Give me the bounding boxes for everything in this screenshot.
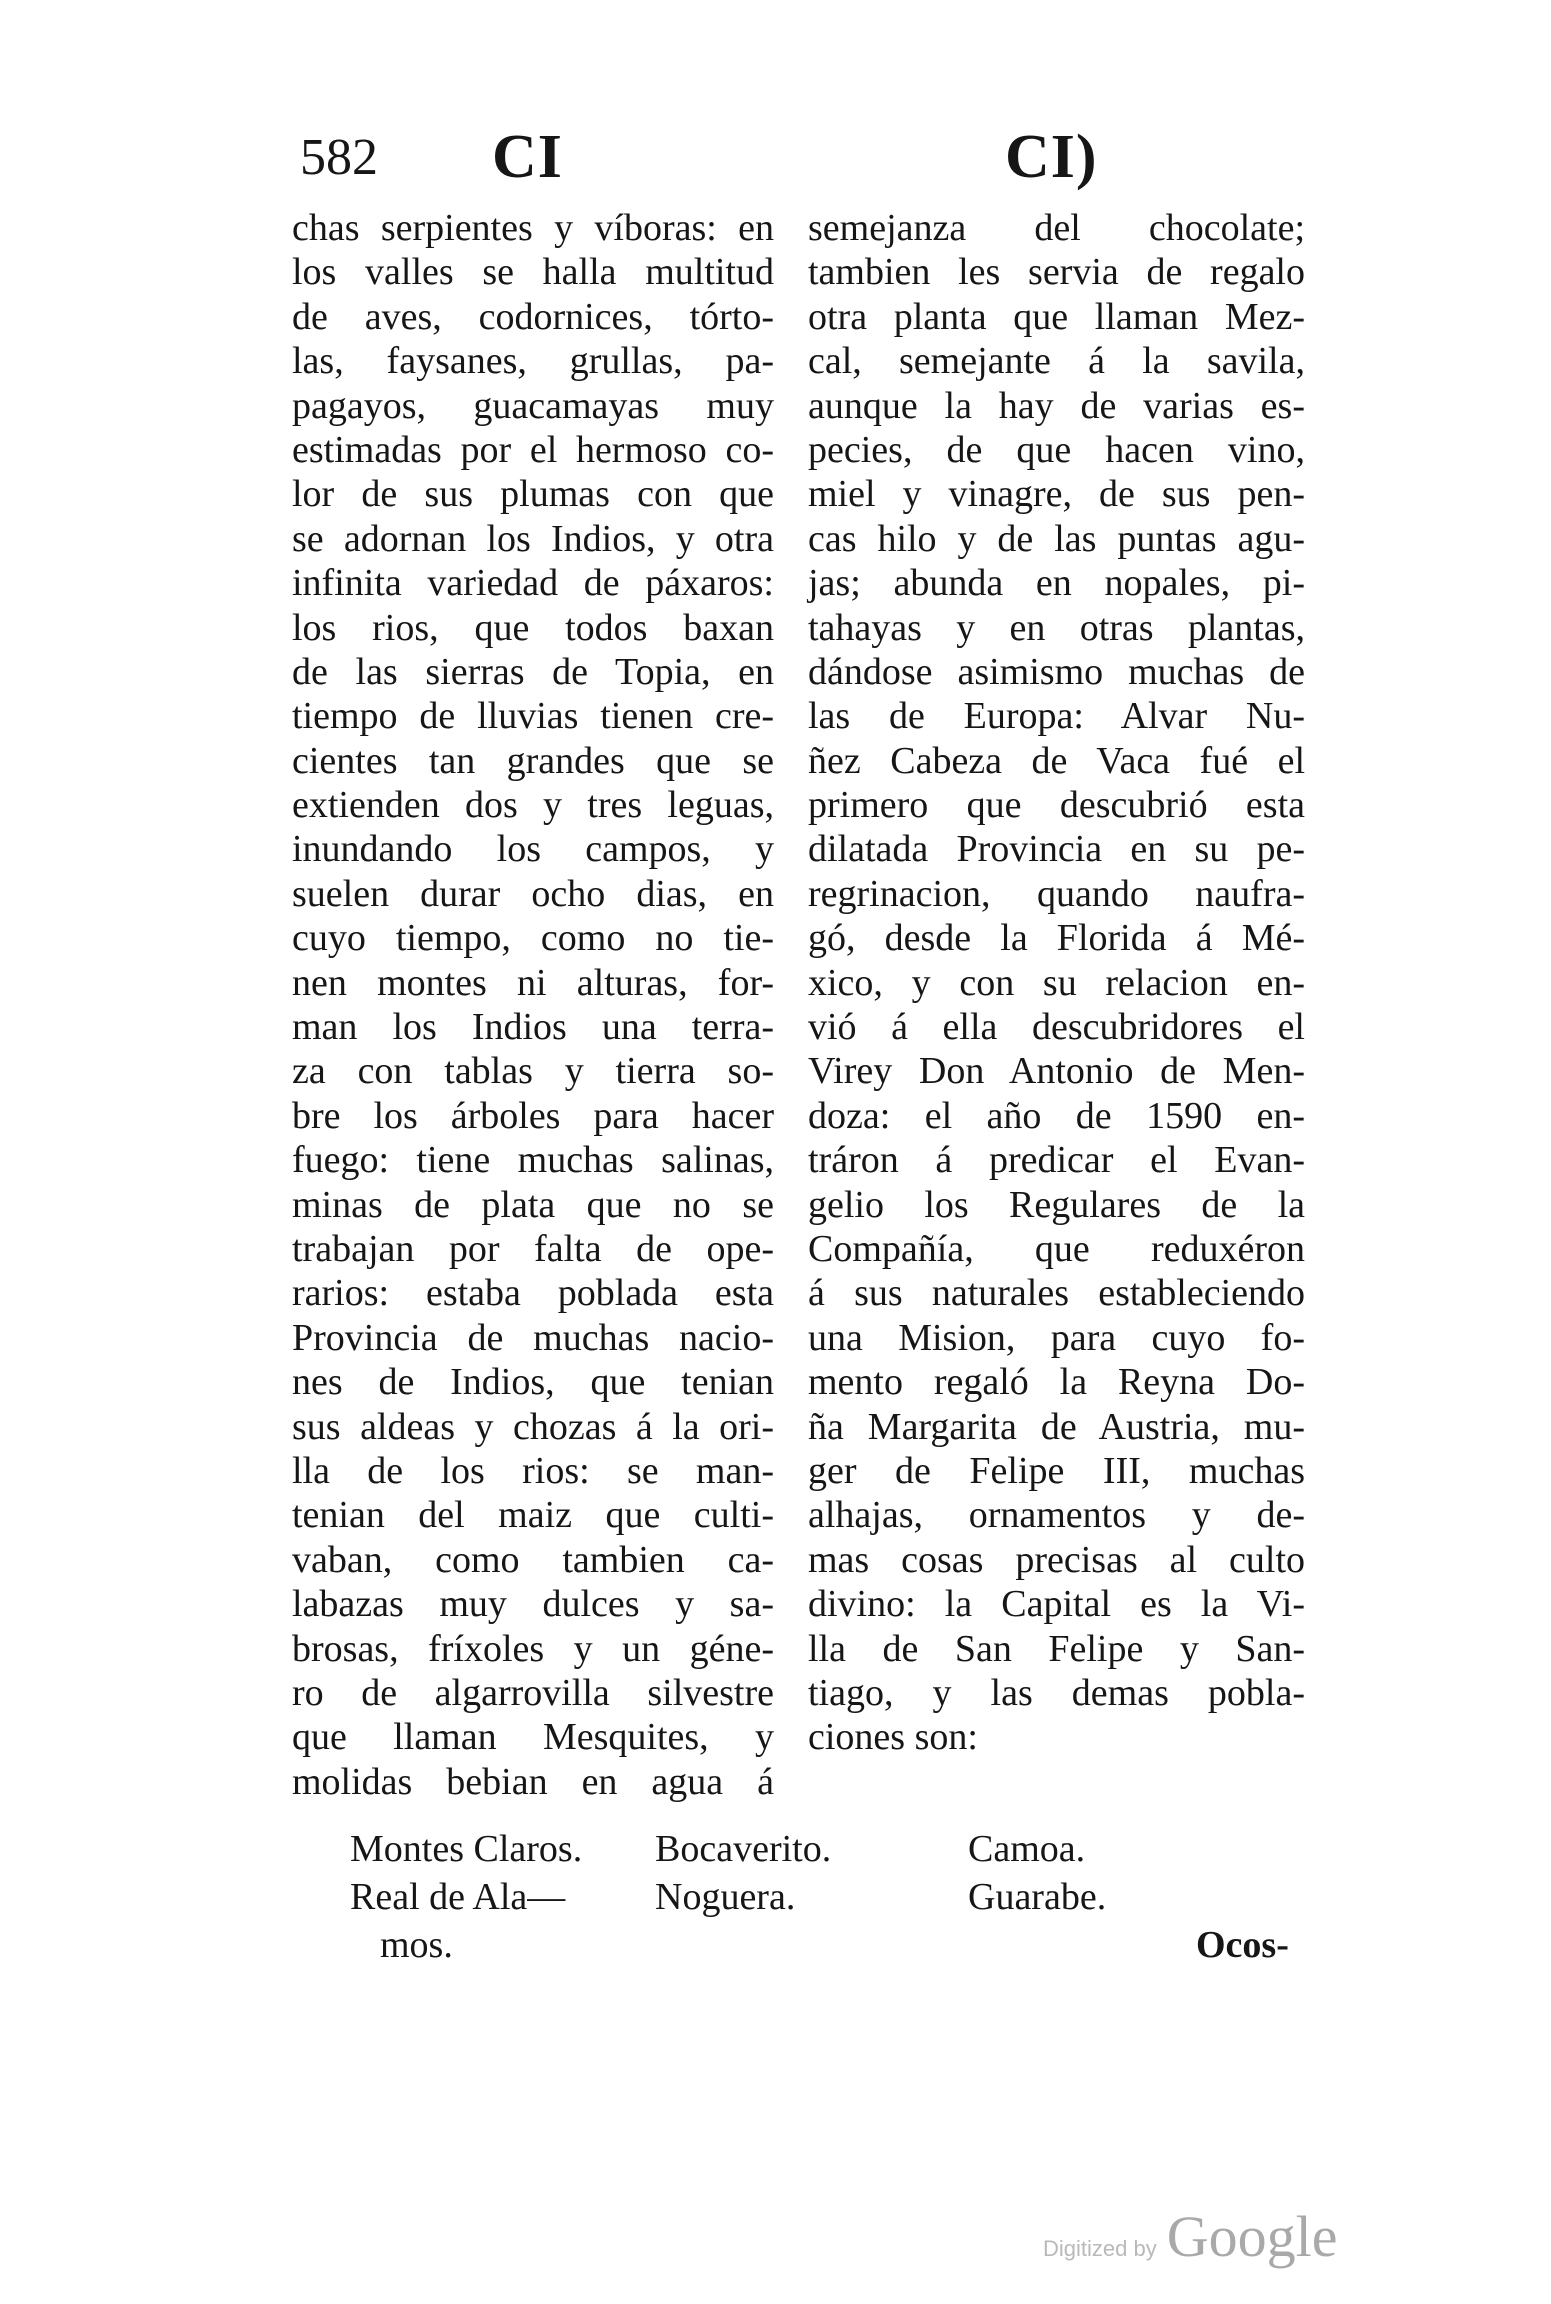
page-number: 582 [300, 129, 378, 186]
text-line: las, faysanes, grullas, pa- [292, 340, 774, 383]
text-line: Provincia de muchas nacio- [292, 1316, 774, 1359]
text-line: divino: la Capital es la Vi- [808, 1583, 1305, 1626]
text-line: ciones son: [808, 1716, 978, 1759]
place-name: Guarabe. [968, 1876, 1107, 1918]
text-line: Virey Don Antonio de Men- [808, 1050, 1305, 1093]
text-line: ña Margarita de Austria, mu- [808, 1405, 1305, 1448]
watermark-prefix: Digitized by [1043, 2236, 1157, 2261]
text-line: lla de San Felipe y San- [808, 1627, 1305, 1670]
text-line: una Mision, para cuyo fo- [808, 1316, 1305, 1359]
text-line: tahayas y en otras plantas, [808, 606, 1305, 649]
text-line: gelio los Regulares de la [808, 1183, 1305, 1226]
text-line: molidas bebian en agua á [292, 1760, 774, 1803]
text-line: minas de plata que no se [292, 1183, 774, 1226]
text-line: Compañía, que reduxéron [808, 1227, 1305, 1270]
text-line: ro de algarrovilla silvestre [292, 1671, 774, 1714]
left-text-column [292, 206, 774, 1804]
text-line: fuego: tiene muchas salinas, [292, 1139, 774, 1182]
text-line: cuyo tiempo, como no tie- [292, 917, 774, 960]
place-name: Noguera. [655, 1876, 796, 1918]
page-header [0, 123, 1551, 198]
text-line: miel y vinagre, de sus pen- [808, 473, 1305, 516]
text-line: de las sierras de Topia, en [292, 650, 774, 693]
text-line: que llaman Mesquites, y [292, 1716, 774, 1759]
place-name: Bocaverito. [655, 1828, 832, 1870]
text-line: pecies, de que hacen vino, [808, 428, 1305, 471]
text-line: brosas, fríxoles y un géne- [292, 1627, 774, 1670]
text-line: za con tablas y tierra so- [292, 1050, 774, 1093]
text-line: chas serpientes y víboras: en [292, 207, 774, 249]
text-line: sus aldeas y chozas á la ori- [292, 1405, 774, 1448]
text-line: ñez Cabeza de Vaca fué el [808, 739, 1305, 782]
text-line: tambien les servia de regalo [808, 251, 1305, 294]
text-line: cal, semejante á la savila, [808, 340, 1305, 383]
digitized-by-google-watermark [1043, 2203, 1337, 2273]
running-head-right: CI) [1005, 123, 1098, 191]
text-line: tenian del maiz que culti- [292, 1494, 774, 1537]
text-line: semejanza del chocolate; [808, 207, 1305, 249]
catchword: Ocos- [1196, 1924, 1289, 1966]
text-line: gó, desde la Florida á Mé- [808, 917, 1305, 960]
right-text-column [808, 206, 1305, 1760]
text-line: nen montes ni alturas, for- [292, 961, 774, 1004]
text-line: los rios, que todos baxan [292, 606, 774, 649]
text-line: trabajan por falta de ope- [292, 1227, 774, 1270]
text-line: mas cosas precisas al culto [808, 1538, 1305, 1581]
text-line: alhajas, ornamentos y de- [808, 1494, 1305, 1537]
text-line: se adornan los Indios, y otra [292, 517, 774, 560]
text-line: las de Europa: Alvar Nu- [808, 695, 1305, 738]
text-line: cientes tan grandes que se [292, 739, 774, 782]
place-name: Real de Ala— [350, 1876, 566, 1918]
text-line: vaban, como tambien ca- [292, 1538, 774, 1581]
text-line: infinita variedad de páxaros: [292, 562, 774, 605]
text-line: vió á ella descubridores el [808, 1006, 1305, 1049]
text-line: de aves, codornices, tórto- [292, 295, 774, 338]
text-line: tiempo de lluvias tienen cre- [292, 695, 774, 738]
text-line: bre los árboles para hacer [292, 1094, 774, 1137]
text-line: rarios: estaba poblada esta [292, 1272, 774, 1315]
text-line: suelen durar ocho dias, en [292, 872, 774, 915]
text-line: regrinacion, quando naufra- [808, 872, 1305, 915]
text-line: dilatada Provincia en su pe- [808, 828, 1305, 871]
text-line: los valles se halla multitud [292, 251, 774, 294]
text-line: doza: el año de 1590 en- [808, 1094, 1305, 1137]
text-line: inundando los campos, y [292, 828, 774, 871]
text-line: lor de sus plumas con que [292, 473, 774, 516]
place-name: Camoa. [968, 1828, 1086, 1870]
text-line: man los Indios una terra- [292, 1006, 774, 1049]
text-line: ger de Felipe III, muchas [808, 1449, 1305, 1492]
text-line: á sus naturales estableciendo [808, 1272, 1305, 1315]
text-line: mento regaló la Reyna Do- [808, 1361, 1305, 1404]
text-line: extienden dos y tres leguas, [292, 784, 774, 827]
text-line: tráron á predicar el Evan- [808, 1139, 1305, 1182]
text-line: cas hilo y de las puntas agu- [808, 517, 1305, 560]
text-line: primero que descubrió esta [808, 784, 1305, 827]
text-line: lla de los rios: se man- [292, 1449, 774, 1492]
text-line: aunque la hay de varias es- [808, 384, 1305, 427]
text-line: tiago, y las demas pobla- [808, 1671, 1305, 1714]
text-line: pagayos, guacamayas muy [292, 384, 774, 427]
text-line: estimadas por el hermoso co- [292, 428, 774, 471]
text-line: dándose asimismo muchas de [808, 650, 1305, 693]
text-line: labazas muy dulces y sa- [292, 1583, 774, 1626]
text-line: jas; abunda en nopales, pi- [808, 562, 1305, 605]
place-name-list [0, 1826, 1551, 1986]
google-logo: Google [1166, 2204, 1338, 2269]
text-line: otra planta que llaman Mez- [808, 295, 1305, 338]
place-name: mos. [380, 1924, 453, 1966]
text-line: nes de Indios, que tenian [292, 1361, 774, 1404]
running-head-left: CI [492, 123, 563, 191]
place-name: Montes Claros. [350, 1828, 583, 1870]
text-line: xico, y con su relacion en- [808, 961, 1305, 1004]
